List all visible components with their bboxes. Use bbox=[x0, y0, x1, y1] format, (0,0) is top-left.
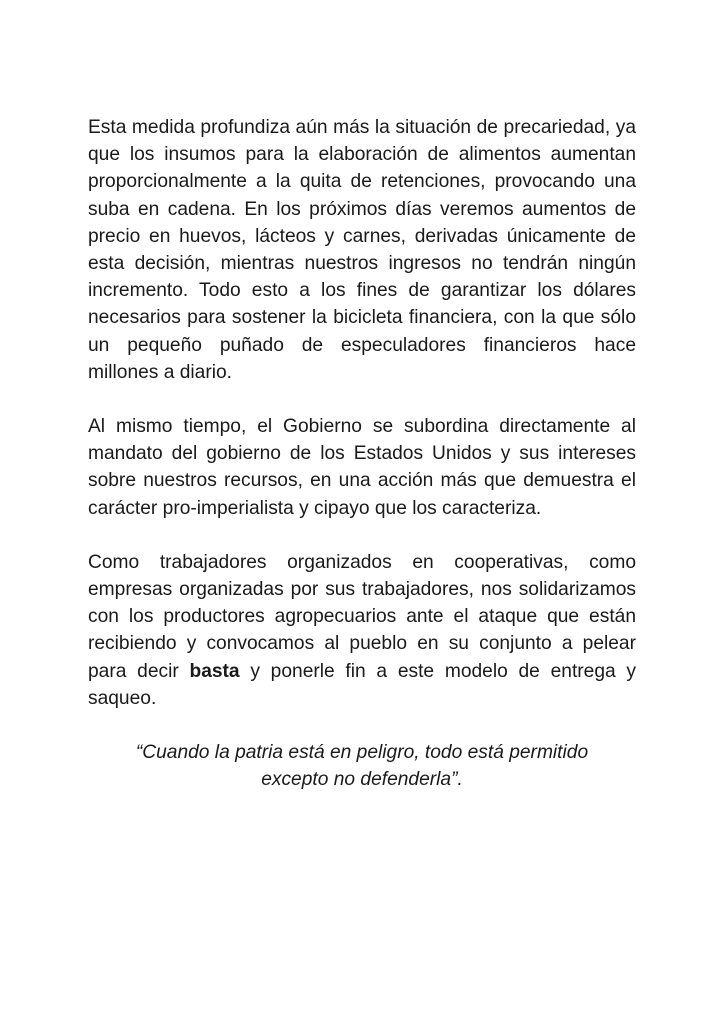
quote-line-2: excepto no defenderla”. bbox=[261, 769, 463, 791]
paragraph-1: Esta medida profundiza aún más la situación de precariedad, ya que los insumos para la elaboración de alimentos aumentan proporcionalmente a la quita de retenciones, provocando una suba en cadena. En los próximos días veremos aumentos de precio en huevos, lácteos y carnes, derivadas únicamente de esta decisión, mientras nuestros ingresos no tendrán ningún incremento. Todo esto a los fines de garantizar los dólares necesarios para sostener la bicicleta financiera, con la que sólo un pequeño puñado de especuladores financieros hace millones a diario. bbox=[88, 117, 636, 383]
paragraph-3-after: y ponerle fin a este modelo de entrega y saqueo. bbox=[88, 660, 637, 709]
paragraph-3-before: Como trabajadores organizados en cooperativas, como empresas organizadas por sus trabajadores, nos solidarizamos con los productores agropecuarios ante el ataque que están recibiendo y convocamos al pueblo en su conjunto a pelear para decir bbox=[88, 551, 636, 682]
paragraph-3 bbox=[88, 549, 636, 712]
quote-line-1: “Cuando la patria está en peligro, todo está permitido bbox=[135, 742, 589, 764]
paragraph-2: Al mismo tiempo, el Gobierno se subordina directamente al mandato del gobierno de los Estados Unidos y sus intereses sobre nuestros recursos, en una acción más que demuestra el carácter pro-imperialista y cipayo que los caracteriza. bbox=[88, 416, 636, 519]
paragraph-3-bold: basta bbox=[189, 660, 240, 682]
closing-quote bbox=[88, 739, 636, 793]
document-page bbox=[88, 114, 636, 793]
